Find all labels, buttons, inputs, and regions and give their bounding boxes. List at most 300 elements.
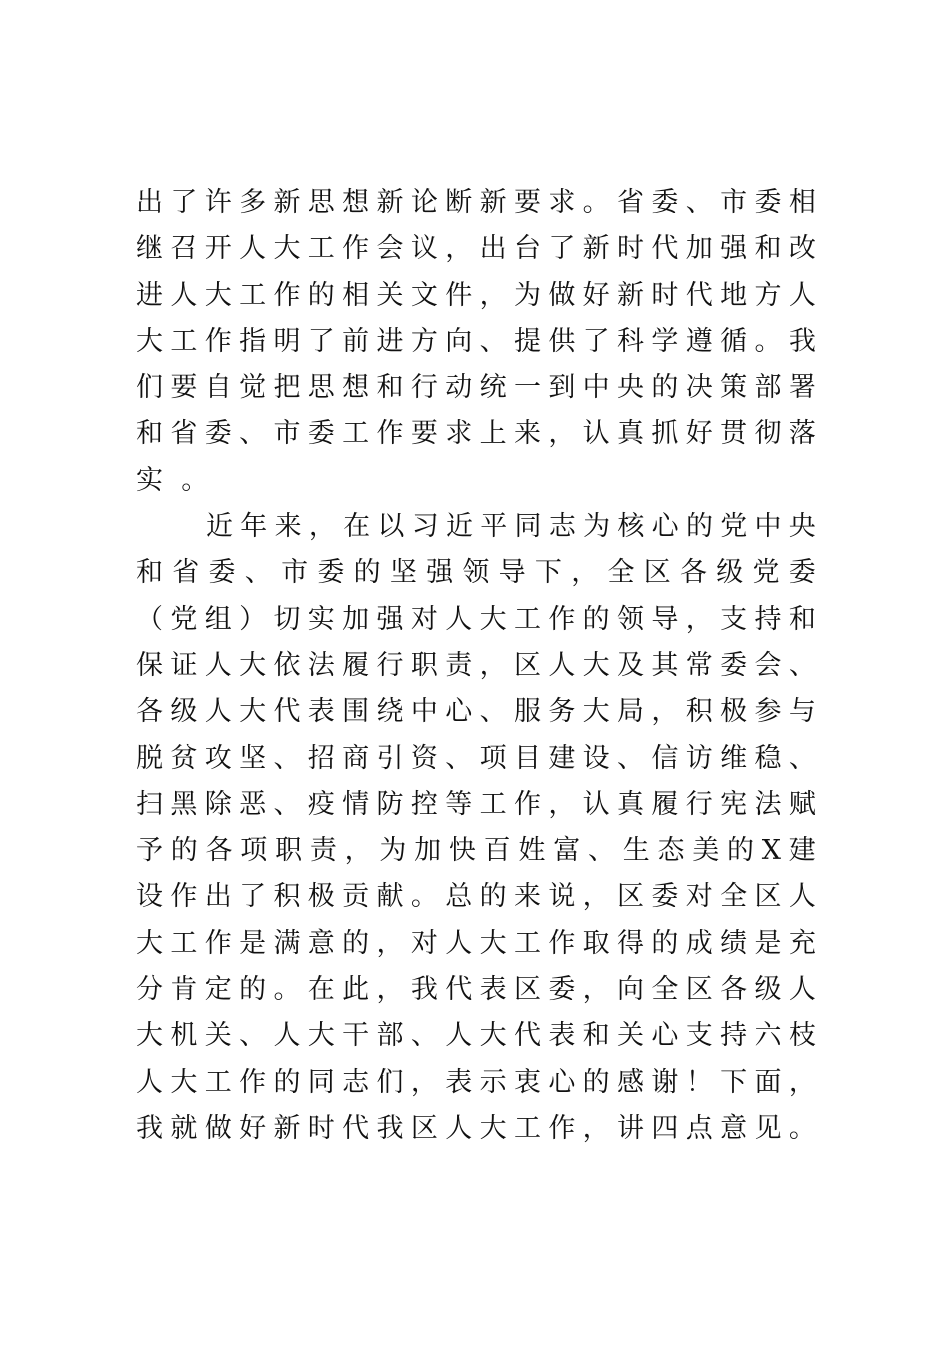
- text-char: 人: [445, 603, 473, 635]
- text-char: 全: [720, 881, 748, 913]
- text-char: 工: [513, 603, 541, 635]
- text-char: 以: [377, 511, 405, 543]
- text-char: 委: [317, 557, 345, 589]
- text-char: 央: [617, 372, 645, 404]
- text-char: 。: [582, 187, 610, 218]
- text-char: 级: [716, 557, 744, 589]
- text-char: 恶: [239, 788, 267, 820]
- text-char: 目: [513, 742, 541, 774]
- text-char: 人: [788, 279, 816, 311]
- text-char: ，: [308, 511, 336, 543]
- text-char: 到: [548, 372, 576, 404]
- text-char: 姓: [518, 835, 546, 867]
- text-char: （: [136, 603, 163, 635]
- text-char: 出: [136, 187, 163, 218]
- text-char: 面: [754, 1066, 782, 1098]
- text-char: ，: [548, 418, 576, 450]
- text-char: 会: [754, 649, 782, 681]
- text-char: ，: [582, 1112, 610, 1144]
- text-char: 是: [754, 927, 782, 959]
- text-char: 区: [410, 1112, 438, 1144]
- text-char: 进: [376, 325, 404, 357]
- text-char: 大: [170, 1066, 198, 1098]
- text-char: 。: [273, 974, 301, 1006]
- text-char: 访: [685, 742, 713, 774]
- text-char: 要: [513, 187, 541, 218]
- text-char: 资: [410, 742, 438, 774]
- text-char: 来: [274, 511, 302, 543]
- text-char: 的: [727, 835, 755, 867]
- text-char: ，: [582, 881, 610, 913]
- text-line: [136, 550, 816, 596]
- text-char: 党: [170, 603, 198, 635]
- text-char: 志: [342, 1066, 370, 1098]
- text-char: 时: [617, 233, 645, 265]
- text-char: 台: [513, 233, 541, 265]
- text-char: 向: [617, 974, 645, 1006]
- text-char: 彻: [754, 418, 782, 450]
- text-char: 领: [617, 603, 645, 635]
- paragraph-first-line: [136, 504, 816, 550]
- text-char: 绩: [720, 927, 748, 959]
- text-char: 工: [204, 1066, 232, 1098]
- text-char: 区: [513, 974, 541, 1006]
- text-char: 人: [204, 649, 232, 681]
- text-char: 信: [651, 742, 679, 774]
- text-char: 的: [685, 511, 713, 543]
- text-line: [136, 967, 816, 1013]
- text-char: 把: [273, 372, 301, 404]
- text-char: 大: [136, 325, 163, 357]
- text-char: 、: [239, 1020, 267, 1052]
- text-char: 工: [479, 788, 507, 820]
- text-char: 设: [582, 742, 610, 774]
- text-char: 商: [342, 742, 370, 774]
- text-char: ，: [410, 1066, 438, 1098]
- text-char: 证: [170, 649, 198, 681]
- text-char: 表: [307, 696, 335, 728]
- text-char: 为: [379, 835, 407, 867]
- text-char: 觉: [239, 372, 267, 404]
- text-char: 继: [136, 233, 163, 265]
- text-char: 供: [548, 325, 576, 357]
- text-char: 大: [479, 603, 507, 635]
- text-char: 、: [410, 1020, 438, 1052]
- text-char: 遵: [685, 325, 713, 357]
- text-char: 意: [307, 927, 335, 959]
- text-char: 与: [788, 696, 816, 728]
- text-char: 全: [607, 557, 635, 589]
- text-char: 、: [445, 742, 473, 774]
- text-char: 总: [445, 881, 473, 913]
- text-char: 见: [754, 1112, 782, 1144]
- text-char: 加: [685, 233, 713, 265]
- text-char: 示: [479, 1066, 507, 1098]
- text-char: 相: [342, 279, 370, 311]
- text-char: 强: [376, 603, 404, 635]
- text-char: 常: [685, 649, 713, 681]
- text-line: [136, 1106, 816, 1152]
- text-char: 切: [273, 603, 301, 635]
- text-char: 代: [651, 233, 679, 265]
- text-char: 大: [479, 1020, 507, 1052]
- text-char: 态: [657, 835, 685, 867]
- text-char: 快: [448, 835, 476, 867]
- text-char: 年: [240, 511, 268, 543]
- text-char: 参: [754, 696, 782, 728]
- text-char: 、: [788, 649, 816, 681]
- text-char: 了: [170, 187, 198, 218]
- text-char: 作: [376, 418, 404, 450]
- text-char: 思: [307, 372, 335, 404]
- text-char: 六: [754, 1020, 782, 1052]
- text-char: 富: [553, 835, 581, 867]
- text-char: 控: [410, 788, 438, 820]
- text-char: 工: [307, 233, 335, 265]
- text-char: 下: [534, 557, 562, 589]
- text-line: [136, 180, 816, 226]
- text-char: 委: [208, 557, 236, 589]
- text-char: 依: [273, 649, 301, 681]
- text-char: 作: [273, 279, 301, 311]
- text-char: 来: [513, 418, 541, 450]
- text-char: 自: [204, 372, 232, 404]
- text-char: 委: [651, 187, 679, 218]
- text-char: 党: [752, 557, 780, 589]
- text-char: 统: [479, 372, 507, 404]
- text-char: 职: [275, 835, 303, 867]
- text-char: 等: [445, 788, 473, 820]
- text-char: 许: [204, 187, 232, 218]
- text-char: 省: [170, 418, 198, 450]
- text-char: 科: [617, 325, 645, 357]
- text-char: 平: [480, 511, 508, 543]
- text-char: 表: [445, 1066, 473, 1098]
- text-char: 持: [720, 1020, 748, 1052]
- text-char: 人: [445, 1112, 473, 1144]
- text-char: 委: [307, 418, 335, 450]
- text-char: 委: [754, 187, 782, 218]
- text-char: 对: [410, 927, 438, 959]
- text-char: 中: [582, 372, 610, 404]
- text-char: 疫: [307, 788, 335, 820]
- text-char: 市: [273, 418, 301, 450]
- text-char: 情: [342, 788, 370, 820]
- text-char: 人: [136, 1066, 163, 1098]
- text-char: 强: [720, 233, 748, 265]
- text-char: 持: [754, 603, 782, 635]
- text-char: 脱: [136, 742, 163, 774]
- text-char: 引: [376, 742, 404, 774]
- text-char: 枝: [788, 1020, 816, 1052]
- text-char: 对: [685, 881, 713, 913]
- text-char: 级: [754, 974, 782, 1006]
- text-char: 讲: [617, 1112, 645, 1144]
- text-char: 好: [685, 418, 713, 450]
- text-char: 我: [788, 325, 816, 357]
- text-char: 部: [376, 1020, 404, 1052]
- text-char: 大: [239, 649, 267, 681]
- text-char: 的: [273, 1066, 301, 1098]
- text-char: ）: [239, 603, 267, 635]
- text-char: 志: [548, 511, 576, 543]
- text-char: 成: [685, 927, 713, 959]
- text-char: 作: [513, 788, 541, 820]
- text-char: 人: [170, 279, 198, 311]
- text-char: 委: [651, 881, 679, 913]
- text-char: 心: [548, 1066, 576, 1098]
- text-char: 同: [307, 1066, 335, 1098]
- text-line: [136, 226, 816, 272]
- text-line: [136, 828, 816, 874]
- text-char: 招: [307, 742, 335, 774]
- text-line: [136, 319, 816, 365]
- text-char: 局: [617, 696, 645, 728]
- text-char: 和: [376, 372, 404, 404]
- text-char: 人: [788, 881, 816, 913]
- text-char: 工: [513, 1112, 541, 1144]
- text-char: 扫: [136, 788, 163, 820]
- text-char: ，: [548, 788, 576, 820]
- text-char: 行: [685, 788, 713, 820]
- text-char: 级: [170, 696, 198, 728]
- text-char: 市: [720, 187, 748, 218]
- text-char: 履: [651, 788, 679, 820]
- text-char: 满: [273, 927, 301, 959]
- text-char: 法: [307, 649, 335, 681]
- text-char: 委: [788, 557, 816, 589]
- text-char: 贫: [170, 742, 198, 774]
- text-char: 在: [343, 511, 371, 543]
- text-char: 献: [376, 881, 404, 913]
- text-char: 核: [617, 511, 645, 543]
- text-char: ，: [376, 974, 404, 1006]
- text-line: [136, 921, 816, 967]
- text-char: 说: [548, 881, 576, 913]
- text-char: 和: [788, 603, 816, 635]
- text-char: 项: [479, 742, 507, 774]
- text-char: 分: [136, 974, 163, 1006]
- text-char: 了: [582, 325, 610, 357]
- text-char: 、: [273, 788, 301, 820]
- text-char: 为: [583, 511, 611, 543]
- text-char: ，: [344, 835, 372, 867]
- text-char: 代: [445, 974, 473, 1006]
- text-char: 部: [754, 372, 782, 404]
- text-char: 四: [651, 1112, 679, 1144]
- text-char: 建: [788, 835, 816, 867]
- text-char: 学: [651, 325, 679, 357]
- text-char: 建: [548, 742, 576, 774]
- text-char: 、: [244, 557, 272, 589]
- text-char: 极: [720, 696, 748, 728]
- text-char: 关: [376, 279, 404, 311]
- text-char: 好: [582, 279, 610, 311]
- text-char: 一: [513, 372, 541, 404]
- text-char: 作: [342, 233, 370, 265]
- text-char: 时: [651, 279, 679, 311]
- text-char: 大: [479, 1112, 507, 1144]
- text-char: 务: [548, 696, 576, 728]
- text-char: 认: [582, 418, 610, 450]
- text-char: 心: [445, 696, 473, 728]
- text-char: 大: [136, 927, 163, 959]
- text-char: 大: [204, 279, 232, 311]
- text-char: 履: [342, 649, 370, 681]
- text-char: 们: [136, 372, 163, 404]
- text-char: 。: [181, 464, 209, 496]
- text-char: 的: [353, 557, 381, 589]
- text-char: 的: [239, 974, 267, 1006]
- text-char: 和: [754, 233, 782, 265]
- text-line: [136, 736, 816, 782]
- text-char: 新: [376, 187, 404, 218]
- text-char: 开: [204, 233, 232, 265]
- text-char: 人: [239, 233, 267, 265]
- text-char: 行: [376, 649, 404, 681]
- text-char: 、: [617, 742, 645, 774]
- text-char: 中: [754, 511, 782, 543]
- text-char: 导: [498, 557, 526, 589]
- text-char: 是: [239, 927, 267, 959]
- text-char: 同: [514, 511, 542, 543]
- text-char: 的: [651, 927, 679, 959]
- text-char: 和: [582, 1020, 610, 1052]
- text-char: 的: [582, 1066, 610, 1098]
- text-char: 会: [376, 233, 404, 265]
- text-char: 想: [342, 372, 370, 404]
- text-char: 党: [720, 511, 748, 543]
- text-char: 各: [679, 557, 707, 589]
- text-char: 署: [788, 372, 816, 404]
- text-char: 。: [410, 881, 438, 913]
- text-char: 近: [445, 511, 473, 543]
- text-char: 攻: [204, 742, 232, 774]
- text-char: 的: [582, 603, 610, 635]
- text-char: 方: [754, 279, 782, 311]
- text-line: [136, 874, 816, 920]
- text-char: 作: [548, 603, 576, 635]
- text-char: 人: [445, 1020, 473, 1052]
- text-char: 赋: [788, 788, 816, 820]
- text-char: 对: [410, 603, 438, 635]
- text-char: 了: [239, 881, 267, 913]
- text-char: ，: [445, 233, 473, 265]
- text-char: 工: [170, 325, 198, 357]
- text-line: [136, 1013, 816, 1059]
- text-char: 为: [513, 279, 541, 311]
- text-char: 召: [170, 233, 198, 265]
- text-char: 市: [281, 557, 309, 589]
- text-char: 大: [239, 696, 267, 728]
- text-char: 干: [342, 1020, 370, 1052]
- text-char: 设: [136, 881, 163, 913]
- text-char: 区: [513, 649, 541, 681]
- text-line: [136, 782, 816, 828]
- text-char: 代: [342, 1112, 370, 1144]
- text-char: 点: [685, 1112, 713, 1144]
- text-char: 做: [548, 279, 576, 311]
- text-char: 地: [720, 279, 748, 311]
- text-char: ，: [376, 927, 404, 959]
- text-char: 和: [136, 557, 163, 589]
- text-char: 围: [342, 696, 370, 728]
- text-char: 法: [754, 788, 782, 820]
- text-char: 、: [685, 187, 713, 218]
- text-char: 。: [754, 325, 782, 357]
- text-char: 区: [617, 881, 645, 913]
- text-char: 了: [548, 233, 576, 265]
- text-char: ，: [479, 279, 507, 311]
- text-char: 责: [309, 835, 337, 867]
- text-char: 加: [414, 835, 442, 867]
- text-char: 表: [479, 974, 507, 1006]
- text-char: 、: [479, 696, 507, 728]
- text-char: 循: [720, 325, 748, 357]
- text-char: 贯: [720, 418, 748, 450]
- text-char: 新: [617, 279, 645, 311]
- text-char: 出: [204, 881, 232, 913]
- text-char: 真: [617, 418, 645, 450]
- text-char: ！: [685, 1066, 713, 1098]
- text-char: 习: [411, 511, 439, 543]
- text-char: 、: [479, 325, 507, 357]
- text-char: 大: [582, 649, 610, 681]
- text-char: 取: [582, 927, 610, 959]
- text-char: 予: [136, 835, 163, 867]
- text-char: 相: [788, 187, 816, 218]
- text-char: 作: [239, 1066, 267, 1098]
- text-char: 大: [307, 1020, 335, 1052]
- text-char: 多: [239, 187, 267, 218]
- text-char: 工: [170, 927, 198, 959]
- text-char: 作: [548, 927, 576, 959]
- text-line: [136, 411, 816, 457]
- text-char: 服: [513, 696, 541, 728]
- text-char: 下: [720, 1066, 748, 1098]
- text-char: 抓: [651, 418, 679, 450]
- text-char: 全: [651, 974, 679, 1006]
- text-char: 决: [685, 372, 713, 404]
- text-char: 谢: [651, 1066, 679, 1098]
- text-char: 积: [273, 881, 301, 913]
- text-char: 提: [513, 325, 541, 357]
- text-char: 此: [342, 974, 370, 1006]
- text-char: 作: [548, 1112, 576, 1144]
- text-char: 肯: [170, 974, 198, 1006]
- text-char: 导: [651, 603, 679, 635]
- text-char: 新: [479, 187, 507, 218]
- text-char: 作: [204, 927, 232, 959]
- text-char: 区: [685, 974, 713, 1006]
- text-char: 近: [206, 511, 233, 543]
- text-char: 防: [376, 788, 404, 820]
- text-char: 。: [788, 1112, 816, 1144]
- text-char: 和: [136, 418, 163, 450]
- text-char: 新: [273, 1112, 301, 1144]
- text-char: 机: [170, 1020, 198, 1052]
- text-char: 心: [651, 511, 679, 543]
- text-char: 人: [204, 696, 232, 728]
- text-char: 向: [445, 325, 473, 357]
- text-char: 黑: [170, 788, 198, 820]
- text-char: 、: [239, 418, 267, 450]
- text-char: 想: [342, 187, 370, 218]
- text-char: 维: [720, 742, 748, 774]
- text-char: 工: [342, 418, 370, 450]
- text-char: 积: [685, 696, 713, 728]
- text-char: 的: [479, 881, 507, 913]
